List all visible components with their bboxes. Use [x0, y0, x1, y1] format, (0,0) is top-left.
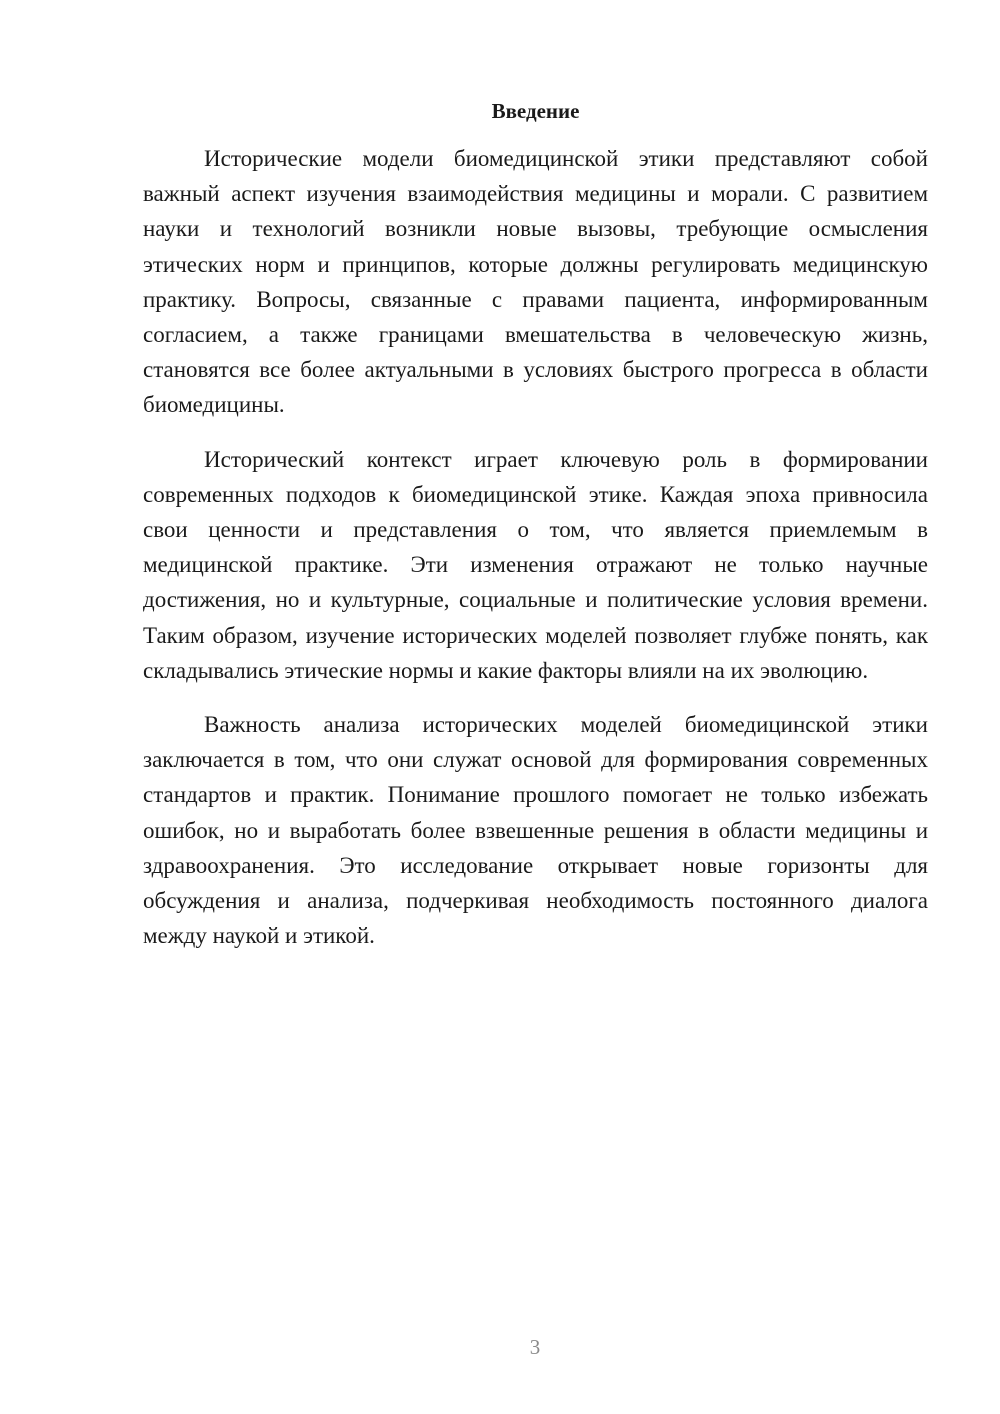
section-heading: Введение — [491, 99, 580, 123]
page-number: 3 — [529, 1335, 541, 1359]
paragraph-1: Исторические модели биомедицинской этики представляют собой важный аспект изучения взаимодействия медицины и морали. С развитием науки и технологий возникли новые вызовы, требующие осмысления этических норм и принципов, которые должны регулировать медицинскую практику. Вопросы, связанные с правами пациента, информированным согласием, а также границами вмешательства в человеческую жизнь, становятся все более актуальными в условиях быстрого прогресса в области биомедицины. — [143, 146, 928, 418]
body-text — [143, 141, 928, 972]
paragraph-3: Важность анализа исторических моделей биомедицинской этики заключается в том, что они служат основой для формирования современных стандартов и практик. Понимание прошлого помогает не только избежать ошибок, но и выработать более взвешенные решения в области медицины и здравоохранения. Это исследование открывает новые горизонты для обсуждения и анализа, подчеркивая необходимость постоянного диалога между наукой и этикой. — [143, 712, 928, 949]
paragraph-2: Исторический контекст играет ключевую роль в формировании современных подходов к биомедицинской этике. Каждая эпоха привносила свои ценности и представления о том, что является приемлемым в медицинской практике. Эти изменения отражают не только научные достижения, но и культурные, социальные и политические условия времени. Таким образом, изучение исторических моделей позволяет глубже понять, как складывались этические нормы и какие факторы влияли на их эволюцию. — [143, 446, 928, 683]
